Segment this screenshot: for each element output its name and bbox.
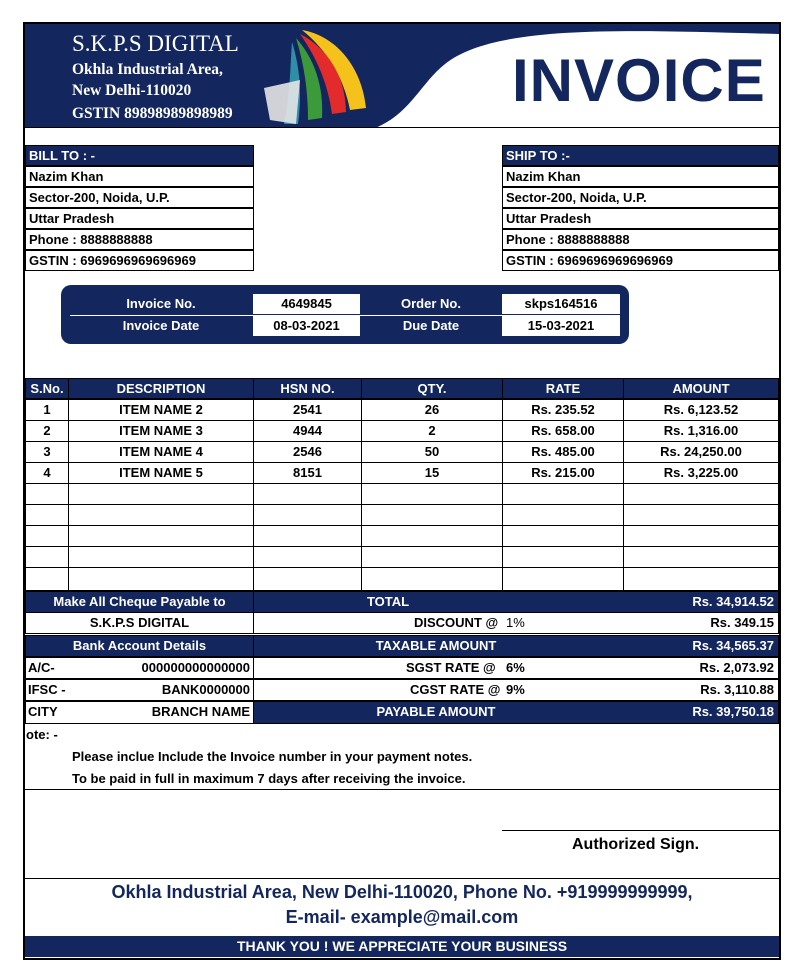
order-no-value: skps164516 <box>502 294 620 314</box>
table-cell: Rs. 485.00 <box>502 441 624 463</box>
company-address-line2: New Delhi-110020 <box>72 82 192 99</box>
bill-to-gstin: GSTIN : 6969696969696969 <box>25 250 254 271</box>
cheque-payable-label: Make All Cheque Payable to <box>25 591 254 613</box>
table-cell <box>361 483 503 505</box>
table-cell: Rs. 3,225.00 <box>623 462 779 484</box>
col-header-qty: QTY. <box>361 378 503 399</box>
cgst-label: CGST RATE @ <box>410 682 501 697</box>
table-cell <box>25 525 69 547</box>
cgst-value: Rs. 3,110.88 <box>700 682 774 697</box>
signature-divider <box>25 878 779 879</box>
bank-ifsc-value: BANK0000000 <box>161 682 250 697</box>
table-cell <box>68 483 254 505</box>
table-cell <box>68 504 254 526</box>
bank-ifsc-row <box>25 679 254 701</box>
order-no-label: Order No. <box>401 296 461 311</box>
col-header-rate: RATE <box>502 378 624 399</box>
col-header-hsn: HSN NO. <box>253 378 362 399</box>
table-cell: 2 <box>361 420 503 442</box>
table-cell: ITEM NAME 2 <box>68 399 254 421</box>
bank-details-heading: Bank Account Details <box>25 635 254 657</box>
payable-value: Rs. 39,750.18 <box>692 704 774 719</box>
discount-row <box>253 612 779 634</box>
table-cell <box>502 483 624 505</box>
payable-label: PAYABLE AMOUNT <box>376 704 496 719</box>
table-cell: 2546 <box>253 441 362 463</box>
bank-city-row <box>25 701 254 724</box>
col-header-description: DESCRIPTION <box>68 378 254 399</box>
table-cell <box>502 546 624 568</box>
table-cell: Rs. 6,123.52 <box>623 399 779 421</box>
table-cell <box>25 483 69 505</box>
total-value: Rs. 34,914.52 <box>692 594 774 609</box>
table-cell: Rs. 1,316.00 <box>623 420 779 442</box>
table-cell <box>361 525 503 547</box>
discount-label: DISCOUNT @ <box>414 615 499 630</box>
table-cell <box>361 567 503 591</box>
sgst-rate: 6% <box>506 660 525 675</box>
total-row <box>253 591 779 613</box>
footer-email: E-mail- example@mail.com <box>285 907 519 927</box>
table-cell: Rs. 215.00 <box>502 462 624 484</box>
bill-to-heading: BILL TO : - <box>25 145 254 166</box>
table-cell: Rs. 658.00 <box>502 420 624 442</box>
discount-rate: 1% <box>506 615 525 630</box>
table-cell <box>25 567 69 591</box>
table-cell <box>253 546 362 568</box>
notes-label: ote: - <box>26 727 58 742</box>
taxable-value: Rs. 34,565.37 <box>692 638 774 653</box>
table-cell <box>68 525 254 547</box>
table-cell <box>253 483 362 505</box>
signature-line <box>502 830 779 831</box>
footer-thanks-bar: THANK YOU ! WE APPRECIATE YOUR BUSINESS <box>25 936 779 957</box>
invoice-no-label: Invoice No. <box>126 296 196 311</box>
sgst-label: SGST RATE @ <box>406 660 496 675</box>
discount-value: Rs. 349.15 <box>710 615 774 630</box>
table-cell <box>253 504 362 526</box>
bill-to-address: Sector-200, Noida, U.P. <box>25 187 254 208</box>
table-cell <box>361 546 503 568</box>
taxable-row <box>253 635 779 657</box>
table-cell: ITEM NAME 3 <box>68 420 254 442</box>
bank-ifsc-label: IFSC - <box>28 682 66 697</box>
due-date-value: 15-03-2021 <box>502 316 620 336</box>
footer-address: Okhla Industrial Area, New Delhi-110020, Phone No. +919999999999, <box>111 882 693 902</box>
bank-city-label: CITY <box>28 704 58 719</box>
company-gstin: GSTIN 89898989898989 <box>72 105 233 122</box>
notes-line2: To be paid in full in maximum 7 days after receiving the invoice. <box>72 771 466 786</box>
company-logo <box>262 28 377 128</box>
table-cell: 15 <box>361 462 503 484</box>
table-cell <box>502 504 624 526</box>
sgst-value: Rs. 2,073.92 <box>699 660 774 675</box>
table-cell: ITEM NAME 5 <box>68 462 254 484</box>
bank-ac-row <box>25 657 254 679</box>
table-cell: ITEM NAME 4 <box>68 441 254 463</box>
invoice-date-value: 08-03-2021 <box>253 316 360 336</box>
table-cell: Rs. 24,250.00 <box>623 441 779 463</box>
company-address-line1: Okhla Industrial Area, <box>72 61 223 78</box>
table-cell: 1 <box>25 399 69 421</box>
bill-to-name: Nazim Khan <box>25 166 254 187</box>
col-header-amount: AMOUNT <box>623 378 779 399</box>
notes-line1: Please inclue Include the Invoice number in your payment notes. <box>72 749 473 764</box>
table-cell <box>68 546 254 568</box>
ship-to-address: Sector-200, Noida, U.P. <box>502 187 779 208</box>
table-cell: 2541 <box>253 399 362 421</box>
table-cell <box>25 546 69 568</box>
table-cell <box>623 567 779 591</box>
table-cell <box>502 567 624 591</box>
table-cell: 3 <box>25 441 69 463</box>
ship-to-state: Uttar Pradesh <box>502 208 779 229</box>
header-divider <box>25 127 779 128</box>
table-cell <box>502 525 624 547</box>
ship-to-gstin: GSTIN : 6969696969696969 <box>502 250 779 271</box>
table-cell: 26 <box>361 399 503 421</box>
table-cell: 4 <box>25 462 69 484</box>
sgst-row <box>253 657 779 679</box>
company-name: S.K.P.S DIGITAL <box>72 31 239 56</box>
ship-to-heading: SHIP TO :- <box>502 145 779 166</box>
cgst-rate: 9% <box>506 682 525 697</box>
bank-ac-value: 000000000000000 <box>141 660 250 675</box>
bank-ac-label: A/C- <box>28 660 55 675</box>
payable-row <box>253 701 779 724</box>
bank-city-value: BRANCH NAME <box>151 704 250 719</box>
bill-to-phone: Phone : 8888888888 <box>25 229 254 250</box>
table-cell <box>253 525 362 547</box>
invoice-title: INVOICE <box>512 47 766 114</box>
bill-to-state: Uttar Pradesh <box>25 208 254 229</box>
table-cell: 4944 <box>253 420 362 442</box>
table-cell: 50 <box>361 441 503 463</box>
table-cell <box>623 483 779 505</box>
authorized-sign-label: Authorized Sign. <box>572 836 700 853</box>
table-cell <box>623 546 779 568</box>
ship-to-name: Nazim Khan <box>502 166 779 187</box>
ship-to-phone: Phone : 8888888888 <box>502 229 779 250</box>
due-date-label: Due Date <box>402 318 460 333</box>
cheque-payable-name: S.K.P.S DIGITAL <box>25 612 254 634</box>
total-label: TOTAL <box>366 594 410 609</box>
table-cell <box>25 504 69 526</box>
table-cell <box>253 567 362 591</box>
invoice-date-label: Invoice Date <box>122 318 200 333</box>
table-cell: 2 <box>25 420 69 442</box>
table-cell <box>361 504 503 526</box>
invoice-no-value: 4649845 <box>253 294 360 314</box>
table-cell <box>623 504 779 526</box>
table-cell: Rs. 235.52 <box>502 399 624 421</box>
table-cell <box>623 525 779 547</box>
table-cell <box>68 567 254 591</box>
col-header-sno: S.No. <box>25 378 69 399</box>
table-cell: 8151 <box>253 462 362 484</box>
cgst-row <box>253 679 779 701</box>
taxable-label: TAXABLE AMOUNT <box>375 638 497 653</box>
